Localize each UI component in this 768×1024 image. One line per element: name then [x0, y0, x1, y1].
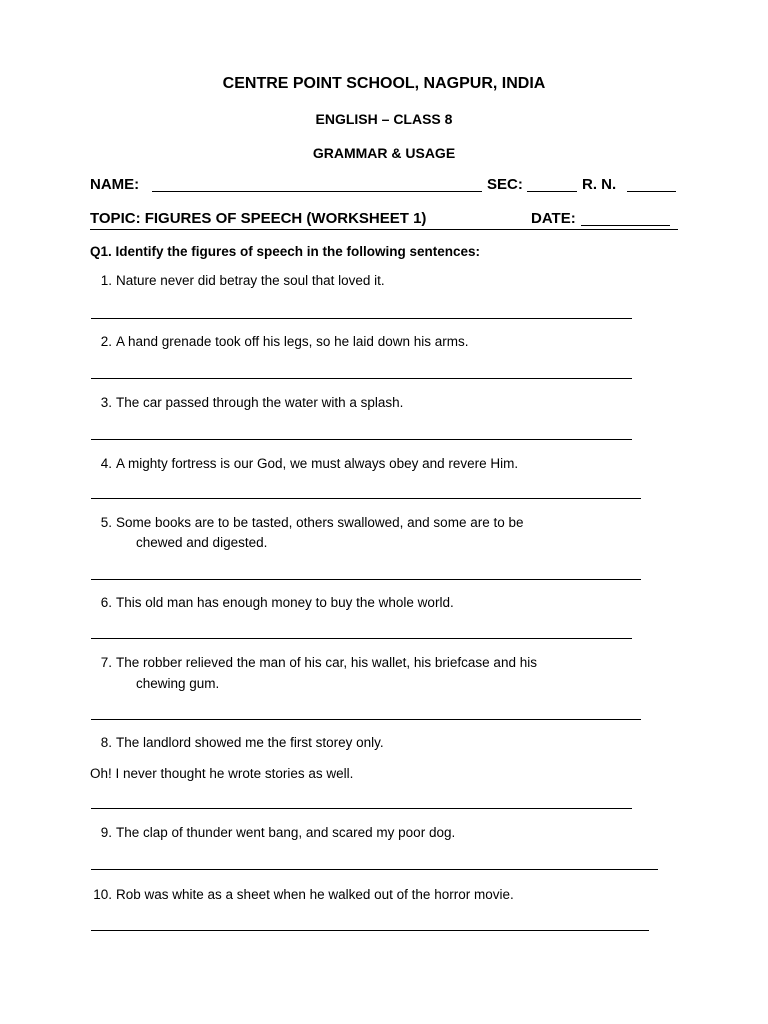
question-number: 10. [93, 887, 112, 902]
answer-line-3[interactable] [91, 439, 632, 440]
rn-label: R. N. [582, 176, 617, 193]
answer-line-10[interactable] [91, 930, 649, 931]
date-blank-line [581, 225, 670, 226]
question-1 [90, 273, 385, 288]
answer-line-6[interactable] [91, 638, 632, 639]
subject-title: ENGLISH – CLASS 8 [315, 111, 453, 127]
question-5 [90, 515, 524, 530]
question-text: The car passed through the water with a splash. [116, 395, 404, 410]
question-7-continuation: chewing gum. [136, 676, 220, 691]
name-label: NAME: [90, 176, 140, 193]
sec-label: SEC: [487, 176, 523, 193]
question-text: Nature never did betray the soul that loved it. [116, 273, 385, 288]
question-10 [90, 887, 514, 902]
rn-blank-line [627, 191, 676, 192]
question-5-continuation: chewed and digested. [136, 535, 268, 550]
answer-line-2[interactable] [91, 378, 632, 379]
question-8 [90, 735, 384, 750]
name-blank-line [152, 191, 482, 192]
question-text-line-1: Some books are to be tasted, others swallowed, and some are to be [116, 515, 524, 530]
answer-line-5[interactable] [91, 579, 641, 580]
question-8-continuation: Oh! I never thought he wrote stories as well. [90, 766, 354, 781]
answer-line-9[interactable] [91, 869, 658, 870]
question-number: 8. [100, 735, 112, 750]
instruction: Q1. Identify the figures of speech in the following sentences: [90, 244, 481, 259]
question-number: 3. [100, 395, 112, 410]
question-3 [90, 395, 403, 410]
question-number: 7. [100, 655, 112, 670]
question-text: The landlord showed me the first storey only. [116, 735, 384, 750]
question-text: A mighty fortress is our God, we must always obey and revere Him. [116, 456, 519, 471]
question-number: 5. [100, 515, 112, 530]
question-number: 6. [100, 595, 112, 610]
date-label: DATE: [531, 210, 576, 227]
question-text: The clap of thunder went bang, and scared my poor dog. [116, 825, 456, 840]
question-text: This old man has enough money to buy the whole world. [116, 595, 454, 610]
question-6 [90, 595, 454, 610]
answer-line-4[interactable] [91, 498, 641, 499]
question-9 [90, 825, 455, 840]
question-number: 1. [100, 273, 112, 288]
answer-line-7[interactable] [91, 719, 641, 720]
question-7 [90, 655, 537, 670]
header-rule [90, 229, 678, 230]
question-number: 2. [100, 334, 112, 349]
question-number: 4. [100, 456, 112, 471]
answer-line-1[interactable] [91, 318, 632, 319]
question-number: 9. [100, 825, 112, 840]
question-text-line-1: The robber relieved the man of his car, his wallet, his briefcase and his [116, 655, 537, 670]
question-text: Rob was white as a sheet when he walked out of the horror movie. [116, 887, 514, 902]
school-title: CENTRE POINT SCHOOL, NAGPUR, INDIA [222, 75, 546, 92]
topic-label: TOPIC: FIGURES OF SPEECH (WORKSHEET 1) [90, 210, 427, 227]
question-2 [90, 334, 468, 349]
answer-line-8[interactable] [91, 808, 632, 809]
sec-blank-line [527, 191, 577, 192]
section-title: GRAMMAR & USAGE [312, 145, 456, 161]
question-text: A hand grenade took off his legs, so he laid down his arms. [116, 334, 469, 349]
question-4 [90, 456, 518, 471]
